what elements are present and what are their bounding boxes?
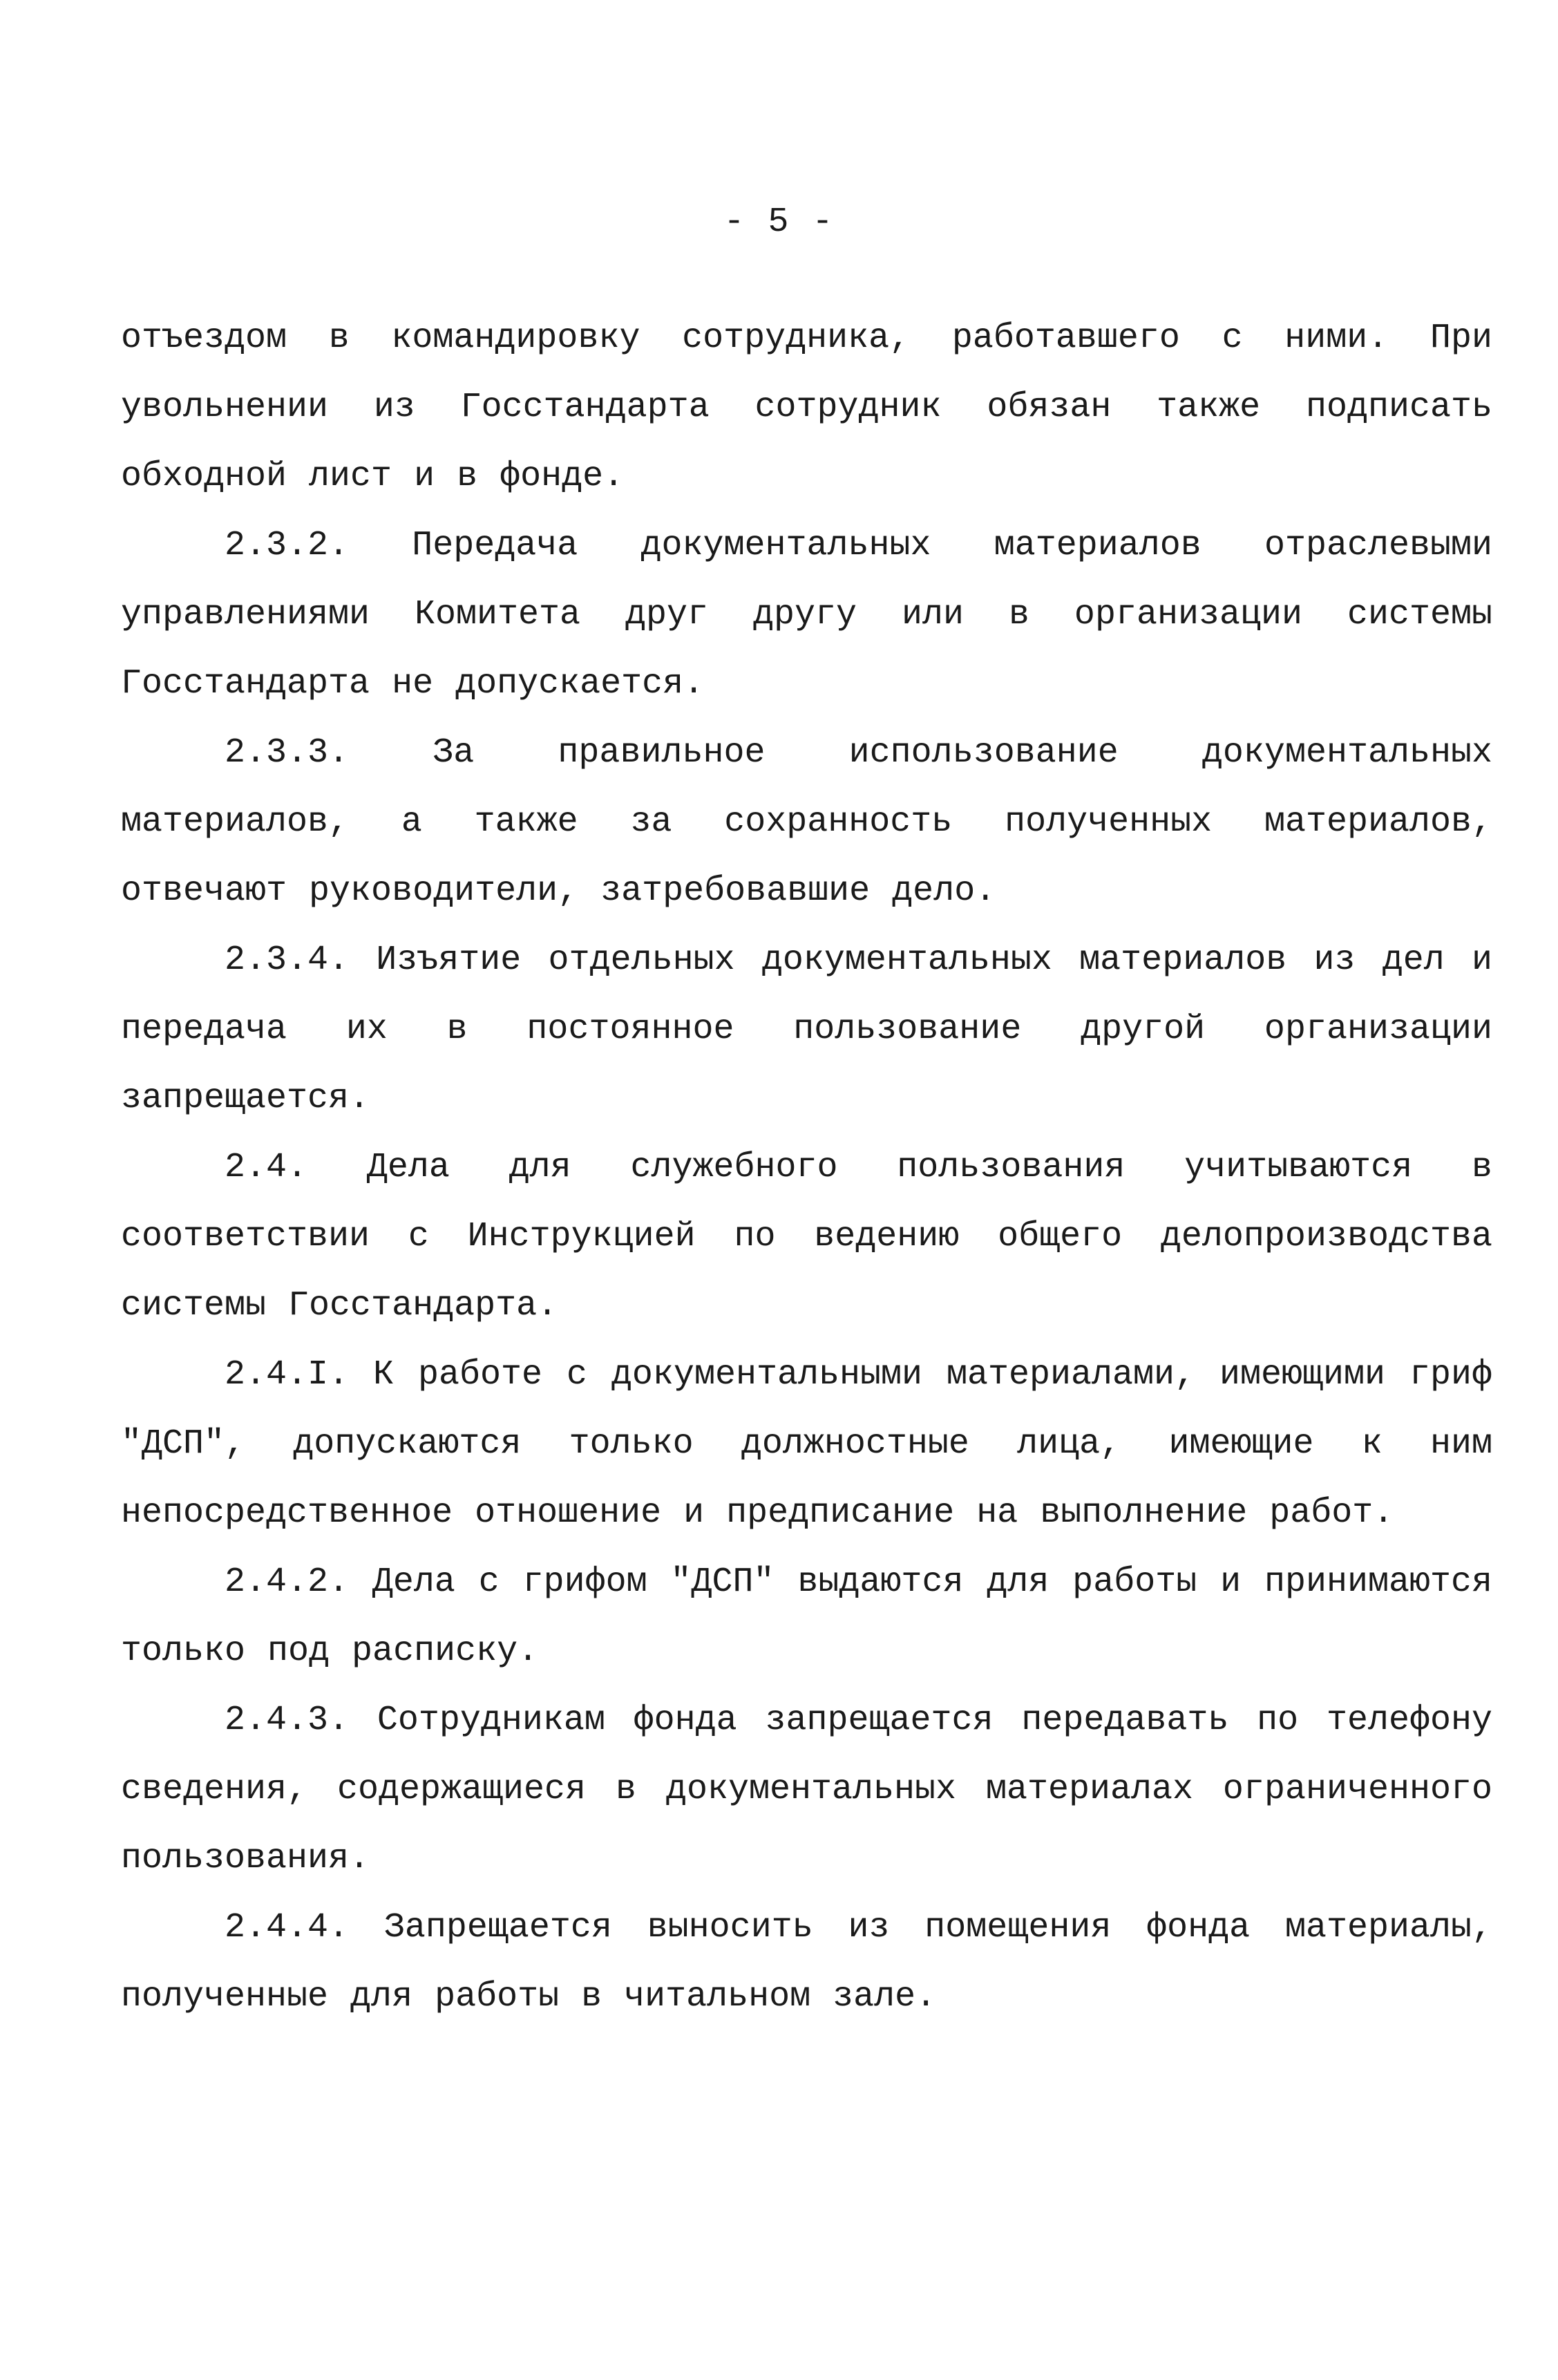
paragraph-continuation: отъездом в командировку сотрудника, работавшего с ними. При увольнении из Госстандарта сотрудник обязан также подписать обходной лист и в фонде. <box>121 319 1492 496</box>
page-number: - 5 - <box>723 202 835 242</box>
paragraph-2-3-4: 2.3.4. Изъятие отдельных документальных материалов из дел и передача их в постоянное пользование другой организации запрещается. <box>121 941 1492 1118</box>
paragraph-2-3-2: 2.3.2. Передача документальных материалов отраслевыми управлениями Комитета друг другу или в организации системы Госстандарта не допускается. <box>121 526 1492 703</box>
paragraph-2-4-1: 2.4.I. К работе с документальными материалами, имеющими гриф "ДСП", допускаются только должностные лица, имеющие к ним непосредственное отношение и предписание на выполнение работ. <box>121 1355 1492 1533</box>
paragraph-2-3-3: 2.3.3. За правильное использование документальных материалов, а также за сохранность полученных материалов, отвечают руководители, затребовавшие дело. <box>121 733 1492 911</box>
document-body <box>121 304 1492 2032</box>
paragraph-2-4-4: 2.4.4. Запрещается выносить из помещения фонда материалы, полученные для работы в читальном зале. <box>121 1908 1492 2017</box>
paragraph-2-4-3: 2.4.3. Сотрудникам фонда запрещается передавать по телефону сведения, содержащиеся в документальных материалах ограниченного пользования. <box>121 1701 1492 1878</box>
paragraph-2-4: 2.4. Дела для служебного пользования учитываются в соответствии с Инструкцией по ведению общего делопроизводства системы Госстандарта. <box>121 1148 1492 1325</box>
paragraph-2-4-2: 2.4.2. Дела с грифом "ДСП" выдаются для работы и принимаются только под расписку. <box>121 1562 1492 1671</box>
